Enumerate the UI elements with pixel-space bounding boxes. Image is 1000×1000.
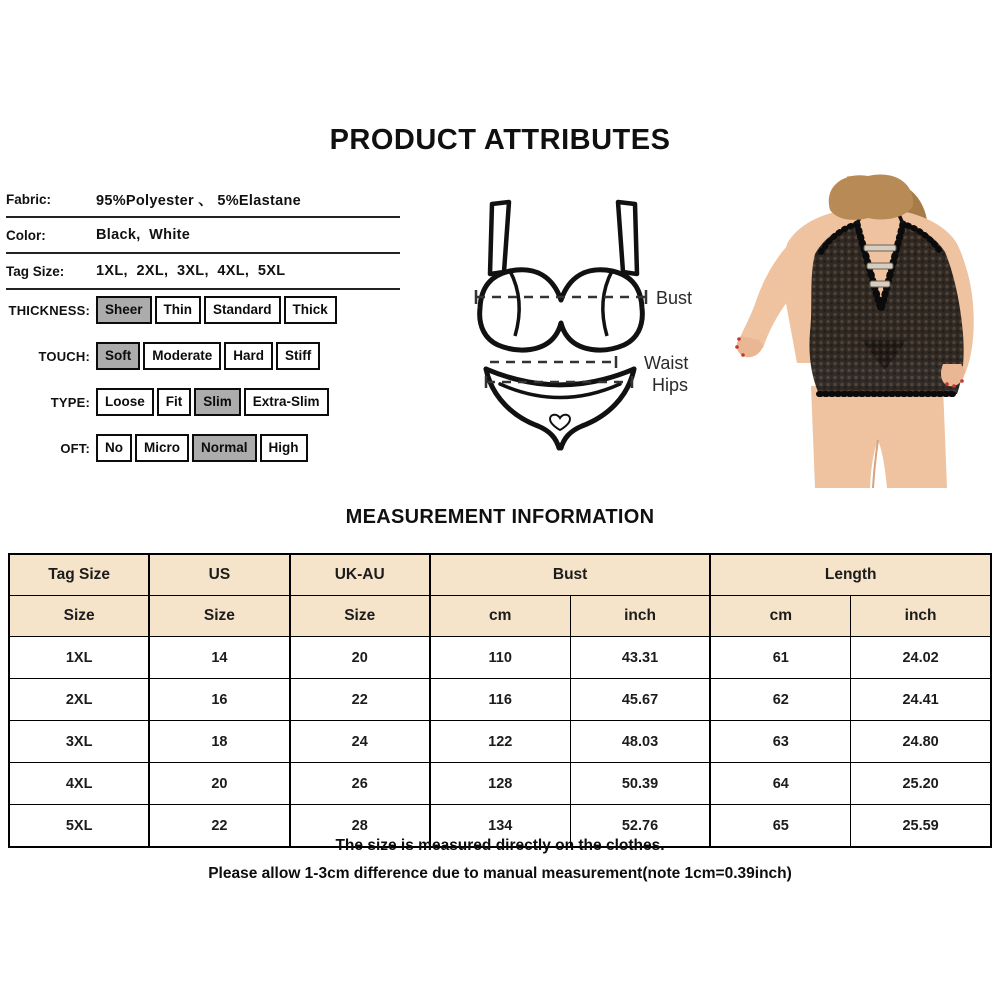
page-title: PRODUCT ATTRIBUTES (329, 124, 671, 156)
note-line: Please allow 1-3cm difference due to manual measurement(note 1cm=0.39inch) (208, 865, 792, 882)
attribute-row (0, 294, 420, 326)
size-cell: 20 (290, 637, 430, 679)
attribute-row (0, 432, 420, 464)
table-subheader-cell: cm (430, 596, 570, 637)
size-row (9, 721, 991, 763)
table-subheader-row (9, 596, 991, 637)
size-row (9, 679, 991, 721)
option-box: Thick (284, 296, 337, 324)
size-cell: 5XL (9, 805, 149, 848)
size-cell: 24 (290, 721, 430, 763)
size-cell: 25.59 (851, 805, 991, 848)
attribute-label: OFT: (60, 440, 90, 456)
table-subheader-cell: Size (9, 596, 149, 637)
size-cell: 50.39 (570, 763, 710, 805)
size-cell: 18 (149, 721, 289, 763)
attribute-options (96, 342, 320, 370)
size-cell: 16 (149, 679, 289, 721)
attribute-options (96, 434, 308, 462)
attribute-label: THICKNESS: (8, 302, 90, 318)
size-row (9, 763, 991, 805)
option-box: Thin (155, 296, 202, 324)
bust-label: Bust (656, 288, 693, 308)
size-cell: 63 (710, 721, 850, 763)
option-box: Loose (96, 388, 154, 416)
size-cell: 64 (710, 763, 850, 805)
table-subheader-cell: inch (851, 596, 991, 637)
spec-row (6, 218, 400, 254)
size-cell: 43.31 (570, 637, 710, 679)
table-subheader-cell: inch (570, 596, 710, 637)
size-cell: 48.03 (570, 721, 710, 763)
option-box: High (260, 434, 308, 462)
product-photo (735, 158, 1000, 493)
size-cell: 26 (290, 763, 430, 805)
table-header-cell: Tag Size (9, 554, 149, 596)
size-cell: 128 (430, 763, 570, 805)
table-header-cell: Length (710, 554, 991, 596)
heart-icon (550, 415, 570, 430)
size-cell: 52.76 (570, 805, 710, 848)
attribute-options (96, 388, 329, 416)
size-cell: 22 (149, 805, 289, 848)
size-cell: 116 (430, 679, 570, 721)
size-cell: 4XL (9, 763, 149, 805)
option-box: Moderate (143, 342, 221, 370)
note-line: The size is measured directly on the clothes. (335, 837, 665, 854)
size-cell: 22 (290, 679, 430, 721)
option-box: Stiff (276, 342, 320, 370)
spec-label: Fabric: (6, 191, 52, 207)
size-table (8, 553, 992, 848)
table-header-row (9, 554, 991, 596)
size-cell: 122 (430, 721, 570, 763)
attribute-row (0, 340, 420, 372)
model-in-black-lace-chemise (735, 158, 1000, 488)
size-cell: 110 (430, 637, 570, 679)
size-row (9, 637, 991, 679)
option-box: No (96, 434, 132, 462)
attribute-row (0, 386, 420, 418)
size-cell: 24.41 (851, 679, 991, 721)
spec-label: Tag Size: (6, 263, 65, 279)
option-box: Micro (135, 434, 189, 462)
spec-row (6, 254, 400, 290)
size-table-head (9, 554, 991, 637)
option-box: Sheer (96, 296, 152, 324)
spec-label: Color: (6, 227, 46, 243)
size-cell: 134 (430, 805, 570, 848)
spec-value: Black, White (96, 227, 191, 243)
option-box: Soft (96, 342, 140, 370)
attribute-list (0, 294, 420, 478)
lingerie-outline-icon (440, 176, 740, 476)
attribute-label: TOUCH: (38, 348, 90, 364)
size-cell: 65 (710, 805, 850, 848)
table-subheader-cell: Size (149, 596, 289, 637)
size-cell: 62 (710, 679, 850, 721)
size-cell: 14 (149, 637, 289, 679)
size-table-body (9, 637, 991, 848)
size-cell: 2XL (9, 679, 149, 721)
option-box: Fit (157, 388, 192, 416)
size-cell: 25.20 (851, 763, 991, 805)
option-box: Standard (204, 296, 281, 324)
option-box: Hard (224, 342, 273, 370)
table-header-cell: Bust (430, 554, 711, 596)
option-box: Slim (194, 388, 241, 416)
size-cell: 24.80 (851, 721, 991, 763)
measurement-diagram (440, 176, 740, 481)
size-cell: 24.02 (851, 637, 991, 679)
notes (0, 832, 1000, 888)
hips-label: Hips (652, 375, 689, 395)
spec-value: 1XL, 2XL, 3XL, 4XL, 5XL (96, 263, 286, 279)
attribute-options (96, 296, 337, 324)
table-subheader-cell: cm (710, 596, 850, 637)
table-header-cell: US (149, 554, 289, 596)
table-subheader-cell: Size (290, 596, 430, 637)
attribute-label: TYPE: (50, 394, 90, 410)
waist-label: Waist (644, 353, 689, 373)
spec-value: 95%Polyester 、 5%Elastane (96, 192, 301, 209)
size-cell: 28 (290, 805, 430, 848)
table-header-cell: UK-AU (290, 554, 430, 596)
spec-row (6, 182, 400, 218)
size-cell: 1XL (9, 637, 149, 679)
measurement-heading: MEASUREMENT INFORMATION (345, 506, 655, 528)
size-cell: 61 (710, 637, 850, 679)
size-cell: 45.67 (570, 679, 710, 721)
size-cell: 20 (149, 763, 289, 805)
size-cell: 3XL (9, 721, 149, 763)
option-box: Normal (192, 434, 257, 462)
option-box: Extra-Slim (244, 388, 329, 416)
spec-list (6, 182, 400, 290)
